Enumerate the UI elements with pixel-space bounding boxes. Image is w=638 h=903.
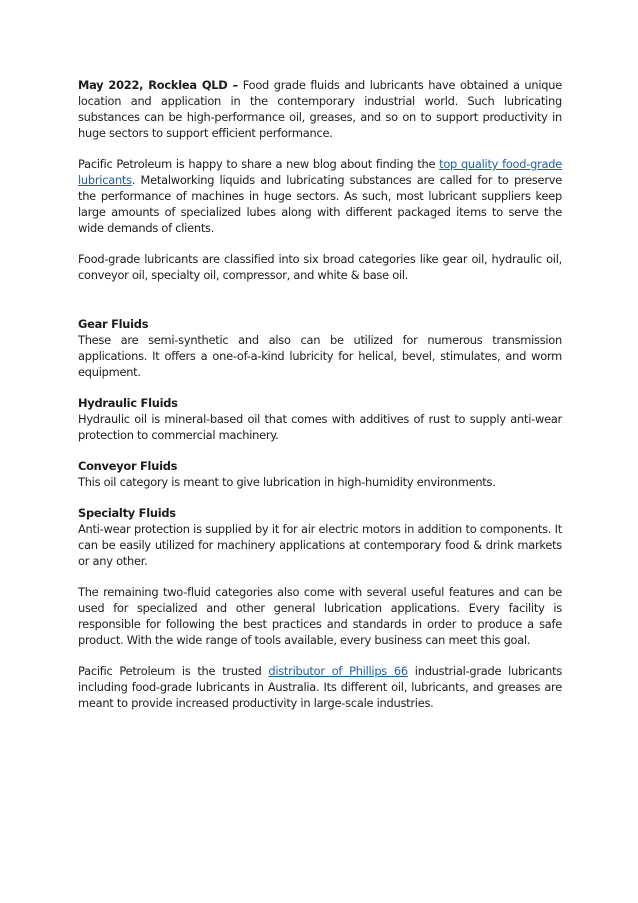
section-specialty-fluids <box>78 505 562 569</box>
section-heading: Specialty Fluids <box>78 506 176 520</box>
section-body: Anti-wear protection is supplied by it for air electric motors in addition to components. It can be easily utilized for machinery applications at contemporary food & drink markets or any other. <box>78 522 562 568</box>
blog-text-after: . Metalworking liquids and lubricating substances are called for to preserve the performance of machines in huge sectors. As such, most lubricant suppliers keep large amounts of specialized lubes along with different packaged items to serve the wide demands of clients. <box>78 173 562 235</box>
section-heading: Hydraulic Fluids <box>78 396 178 410</box>
intro-text: Food grade fluids and lubricants have obtained a unique location and application in the contemporary industrial world. Such lubricating substances can be high-performance oil, greases, and so on to support productivity in huge sectors to support efficient performance. <box>78 78 562 140</box>
closing-text-after: industrial-grade lubricants including food-grade lubricants in Australia. Its different oil, lubricants, and greases are meant to provide increased productivity in large-scale industries. <box>78 664 563 710</box>
section-hydraulic-fluids <box>78 395 562 443</box>
section-gear-fluids <box>78 316 562 380</box>
section-body: These are semi-synthetic and also can be utilized for numerous transmission applications. It offers a one-of-a-kind lubricity for helical, bevel, stimulates, and worm equipment. <box>78 333 562 379</box>
blog-paragraph <box>78 156 562 236</box>
top-quality-lubricants-link[interactable]: top quality food-grade lubricants <box>78 157 562 187</box>
categories-paragraph: Food-grade lubricants are classified into six broad categories like gear oil, hydraulic oil, conveyor oil, specialty oil, compressor, and white & base oil. <box>78 252 562 282</box>
section-conveyor-fluids <box>78 458 562 490</box>
section-body: Hydraulic oil is mineral-based oil that comes with additives of rust to supply anti-wear protection to commercial machinery. <box>78 412 562 442</box>
blog-text-before: Pacific Petroleum is happy to share a new blog about finding the <box>78 157 440 171</box>
closing-paragraph <box>78 663 562 711</box>
dateline: May 2022, Rocklea QLD – <box>78 78 238 92</box>
section-heading: Gear Fluids <box>78 317 149 331</box>
intro-paragraph <box>78 77 562 141</box>
remaining-categories-paragraph: The remaining two-fluid categories also come with several useful features and can be used for specialized and other general lubrication applications. Every facility is responsible for following the best practices and standards in order to produce a safe product. With the wide range of tools available, every business can meet this goal. <box>78 585 562 647</box>
section-body: This oil category is meant to give lubrication in high-humidity environments. <box>78 475 496 489</box>
closing-text-before: Pacific Petroleum is the trusted <box>78 664 269 678</box>
section-heading: Conveyor Fluids <box>78 459 178 473</box>
phillips-66-distributor-link[interactable]: distributor of Phillips 66 <box>268 664 408 678</box>
document-page <box>78 77 562 726</box>
